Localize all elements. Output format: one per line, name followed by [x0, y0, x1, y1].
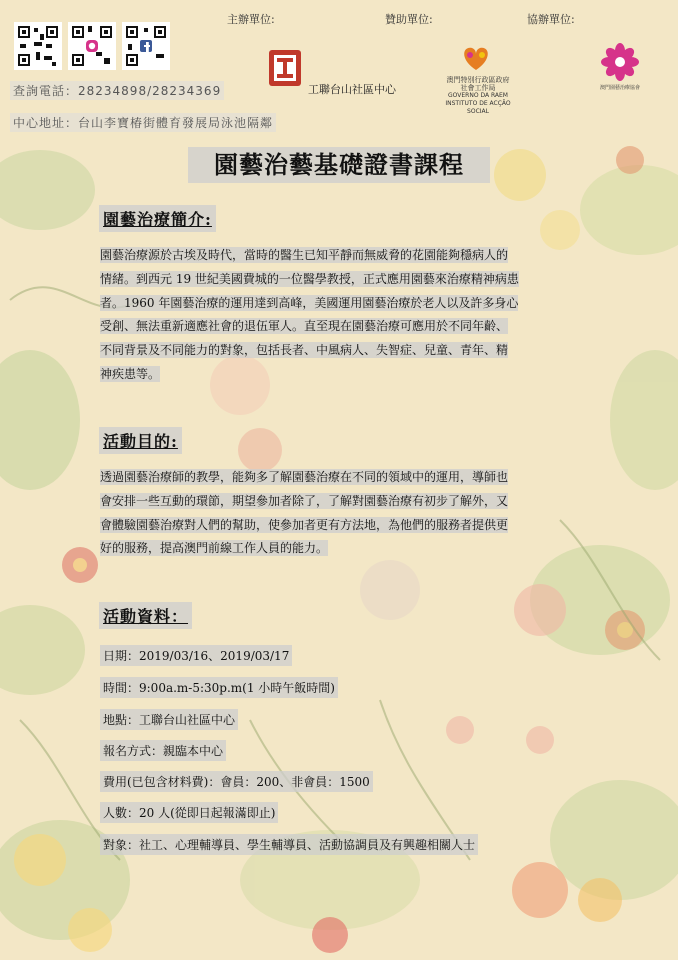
intro-line: 情緒。到西元 19 世紀美國費城的一位醫學教授，正式應用園藝來治療精神病患 — [100, 271, 519, 286]
registration-info: 報名方式：親臨本中心 — [100, 740, 226, 761]
intro-line: 園藝治療源於古埃及時代，當時的醫生已知平靜而無威脅的花園能夠穩病人的 — [100, 248, 509, 262]
fee-info: 費用(已包含材料費)：會員：200、非會員：1500 — [100, 771, 373, 792]
purpose-heading: 活動目的: — [99, 427, 182, 454]
purpose-line: 透過園藝治療師的教學，能夠多了解園藝治療在不同的領域中的運用，導師也 — [100, 470, 509, 484]
time-info: 時間：9:00a.m-5:30p.m(1 小時午飯時間) — [100, 677, 338, 698]
sponsor-name-line4: INSTITUTO DE ACÇÃO SOCIAL — [445, 100, 511, 115]
horticulture-flower-logo-icon — [600, 42, 640, 82]
purpose-paragraph — [100, 466, 576, 561]
header — [0, 0, 678, 135]
details-heading: 活動資料： — [99, 602, 192, 629]
sponsor-name — [438, 76, 518, 116]
coorganizer-label: 協辦單位: — [527, 13, 575, 26]
instagram-qr-code-icon[interactable] — [68, 22, 116, 70]
sponsor-name-line2: 社會工作局 — [460, 84, 496, 92]
intro-heading: 園藝治療簡介: — [99, 205, 216, 232]
sponsor-name-line1: 澳門特別行政區政府 — [446, 76, 510, 84]
sponsor-name-line3: GOVERNO DA RAEM — [448, 92, 508, 99]
organizer-name: 工聯台山社區中心 — [308, 83, 396, 96]
page-title: 園藝治藝基礎證書課程 — [188, 147, 490, 183]
intro-line: 者。1960 年園藝治療的運用達到高峰，美國運用園藝治療於老人以及許多身心 — [100, 295, 519, 310]
organizer-label: 主辦單位: — [227, 13, 275, 26]
purpose-line: 好的服務，提高澳門前線工作人員的能力。 — [100, 541, 329, 556]
qr-code-icon[interactable] — [14, 22, 62, 70]
intro-paragraph — [100, 244, 576, 387]
coorganizer-name: 澳門園藝治療協會 — [599, 85, 640, 91]
intro-line: 神疾患等。 — [100, 366, 161, 381]
purpose-line: 會安排一些互動的環節，期望參加者除了，了解對園藝治療有初步了解外，又 — [100, 493, 509, 508]
target-info: 對象：社工、心理輔導員、學生輔導員、活動協調員及有興趣相關人士 — [100, 834, 478, 855]
intro-line: 不同背景及不同能力的對象，包括長者、中風病人、失智症、兒童、青年、精 — [100, 343, 509, 358]
date-info: 日期：2019/03/16、2019/03/17 — [100, 645, 292, 666]
sponsor-label: 贊助單位: — [385, 13, 433, 26]
quota-info: 人數：20 人(從即日起報滿即止) — [100, 802, 278, 823]
ias-logo-icon — [456, 42, 496, 74]
intro-line: 受創、無法重新適應社會的退伍軍人。直至現在園藝治療可應用於不同年齡、 — [100, 319, 509, 334]
location-info: 地點：工聯台山社區中心 — [100, 709, 238, 730]
purpose-line: 會體驗園藝治療對人們的幫助，使參加者更有方法地，為他們的服務者提供更 — [100, 517, 509, 532]
address-line: 中心地址：台山李寶椿街體育發展局泳池隔鄰 — [10, 113, 276, 132]
union-logo-icon — [267, 48, 303, 88]
facebook-qr-code-icon[interactable] — [122, 22, 170, 70]
phone-line: 查詢電話：28234898/28234369 — [10, 81, 224, 100]
